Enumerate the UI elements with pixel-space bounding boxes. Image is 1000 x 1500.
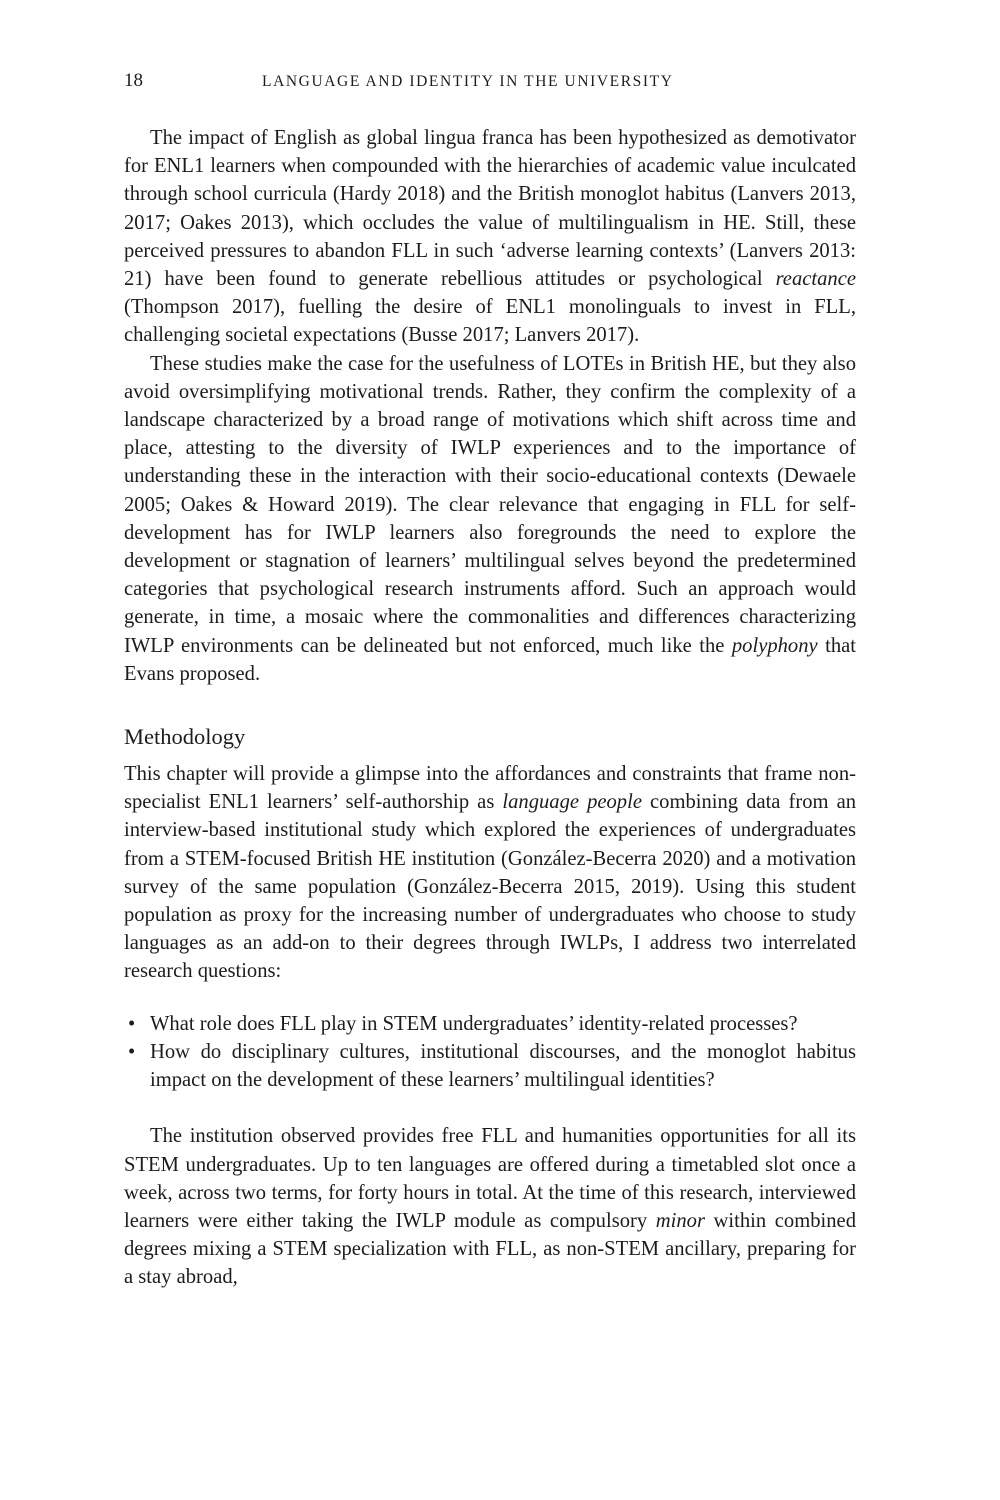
paragraph-1-text-a: The impact of English as global lingua franca has been hypothesized as demotivator for ENL1 learners when compounded with the hierarchies of academic value inculcated through school curricula (Hardy 2018) and the British monoglot habitus (Lanvers 2013, 2017; Oakes 2013), which occludes the value of multilingualism in HE. Still, these perceived pressures to abandon FLL in such ‘adverse learning contexts’ (Lanvers 2013: 21) have been found to generate rebellious attitudes or psychological [124, 127, 856, 291]
paragraph-3-text-a: This chapter will provide a glimpse into the affordances and constraints that frame non-specialist ENL1 learners’ self-authorship as [124, 763, 856, 814]
paragraph-1-text-b: (Thompson 2017), fuelling the desire of ENL1 monolinguals to invest in FLL, challenging societal expectations (Busse 2017; Lanvers 2017). [124, 296, 856, 347]
paragraph-2-text-a: These studies make the case for the usefulness of LOTEs in British HE, but they also avoid oversimplifying motivational trends. Rather, they confirm the complexity of a landscape characterized by a broad range of motivations which shift across time and place, attesting to the diversity of IWLP experiences and to the importance of understanding these in the interaction with their socio-educational contexts (Dewaele 2005; Oakes & Howard 2019). The clear relevance that engaging in FLL for self-development has for IWLP learners also foregrounds the need to explore the development or stagnation of learners’ multilingual selves beyond the predetermined categories that psychological research instruments afford. Such an approach would generate, in time, a mosaic where the commonalities and differences characterizing IWLP environments can be delineated but not enforced, much like the [124, 352, 856, 657]
paragraph-4-emphasis: minor [655, 1209, 705, 1232]
research-question-2: How do disciplinary cultures, institutional discourses, and the monoglot habitus impact on the development of these learners’ multilingual identities? [150, 1040, 856, 1092]
paragraph-3-emphasis: language people [502, 791, 642, 814]
running-title: LANGUAGE AND IDENTITY IN THE UNIVERSITY [262, 73, 674, 90]
paragraph-2 [124, 350, 856, 688]
paragraph-2-emphasis: polyphony [731, 634, 818, 657]
bullet-icon: • [128, 1012, 136, 1035]
paragraph-1-emphasis: reactance [775, 268, 856, 291]
paragraph-1 [124, 124, 856, 350]
page-number: 18 [124, 70, 143, 91]
paragraph-4-text-a: The institution observed provides free FLL and humanities opportunities for all its STEM undergraduates. Up to ten languages are offered during a timetabled slot once a week, across two terms, for forty hours in total. At the time of this research, interviewed learners were either taking the IWLP module as compulsory [124, 1125, 856, 1232]
paragraph-4 [124, 1122, 856, 1291]
paragraph-4-text-b: within combined degrees mixing a STEM specialization with FLL, as non-STEM ancillary, preparing for a stay abroad, [124, 1209, 856, 1289]
list-item [124, 1010, 856, 1038]
paragraph-3 [124, 760, 856, 986]
list-item [124, 1038, 856, 1094]
research-question-1: What role does FLL play in STEM undergraduates’ identity-related processes? [150, 1012, 798, 1035]
paragraph-2-text-b: that Evans proposed. [124, 634, 857, 685]
research-questions-list [124, 1010, 856, 1095]
section-heading: Methodology [124, 724, 246, 750]
running-head [124, 70, 856, 100]
bullet-icon: • [128, 1040, 136, 1063]
paragraph-3-text-b: combining data from an interview-based institutional study which explored the experiences of undergraduates from a STEM-focused British HE institution (González-Becerra 2020) and a motivation survey of the same population (González-Becerra 2015, 2019). Using this student population as proxy for the increasing number of undergraduates who choose to study languages as an add-on to their degrees through IWLPs, I address two interrelated research questions: [124, 791, 857, 983]
body-text [124, 124, 856, 1292]
